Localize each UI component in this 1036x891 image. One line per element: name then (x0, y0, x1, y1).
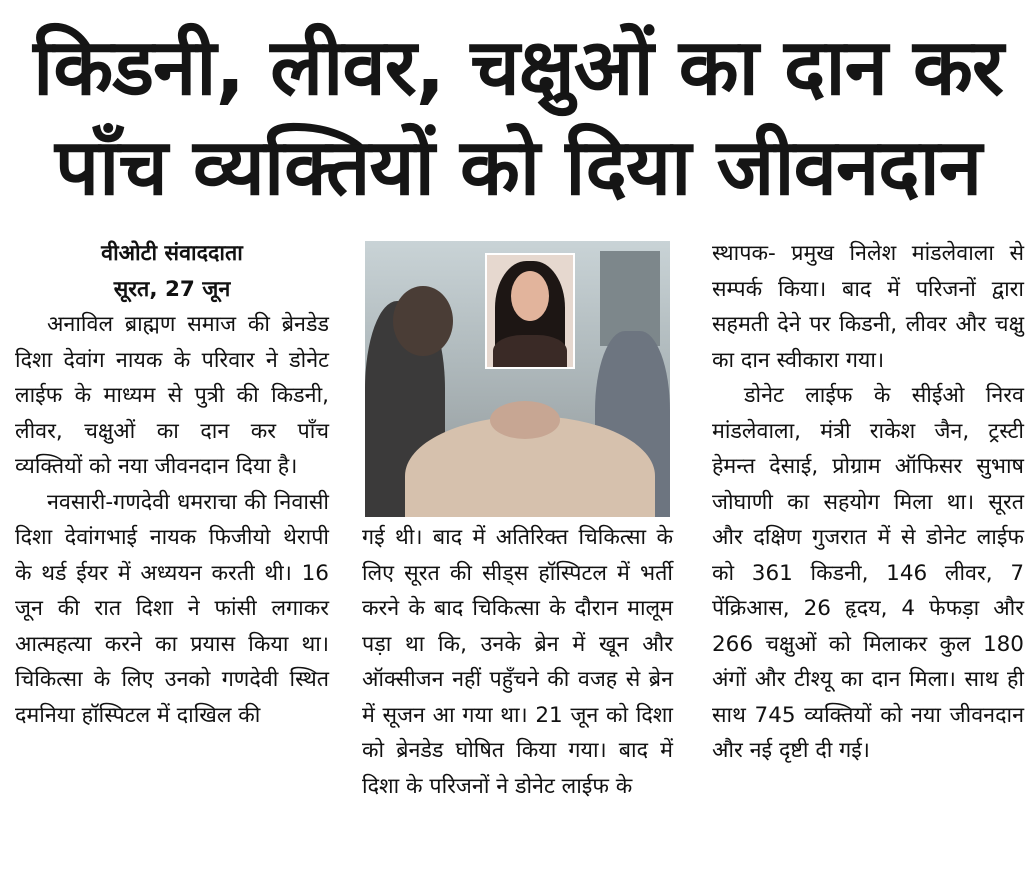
reporter-byline: वीओटी संवाददाता (101, 241, 243, 266)
article-column-2 (362, 520, 673, 804)
hospital-photo (365, 241, 670, 517)
headline-line-2: पाँच व्यक्तियों को दिया जीवनदान (54, 123, 982, 213)
patient-figure (490, 401, 560, 439)
paragraph: अनाविल ब्राह्मण समाज की ब्रेनडेड दिशा देवांग नायक के परिवार ने डोनेट लाईफ के माध्यम से पुत्री की किडनी, लीवर, चक्षुओं का दान कर पाँच व्यक्तियों को नया जीवनदान दिया है। (15, 312, 329, 479)
article-column-3 (712, 236, 1024, 769)
portrait-inset-photo (485, 253, 575, 369)
article-column-1 (15, 236, 329, 733)
relative-head (393, 286, 453, 356)
headline-line-1: किडनी, लीवर, चक्षुओं का दान कर (33, 23, 1003, 113)
paragraph: नवसारी-गणदेवी धमराचा की निवासी दिशा देवांगभाई नायक फिजीयो थेरापी के थर्ड ईयर में अध्ययन करती थी। 16 जून की रात दिशा ने फांसी लगाकर आत्महत्या करने का प्रयास किया था। चिकित्सा के लिए उनको गणदेवी स्थित दमनिया हॉस्पिटल में दाखिल की (15, 489, 329, 728)
paragraph: गई थी। बाद में अतिरिक्त चिकित्सा के लिए सूरत की सीड्स हॉस्पिटल में भर्ती करने के बाद चिकित्सा के दौरान मालूम पड़ा था कि, उनके ब्रेन में खून और ऑक्सीजन नहीं पहुँचने की वजह से ब्रेन में सूजन आ गया था। 21 जून को दिशा को ब्रेनडेड घोषित किया गया। बाद में दिशा के परिजनों ने डोनेट लाईफ के (362, 525, 673, 799)
dateline: सूरत, 27 जून (113, 276, 231, 302)
paragraph: स्थापक- प्रमुख निलेश मांडलेवाला से सम्पर्क किया। बाद में परिजनों द्वारा सहमती देने पर किडनी, लीवर और चक्षु का दान स्वीकारा गया। (712, 241, 1024, 373)
paragraph: डोनेट लाईफ के सीईओ निरव मांडलेवाला, मंत्री राकेश जैन, ट्रस्टी हेमन्त देसाई, प्रोग्राम ऑफिसर सुभाष जोघाणी का सहयोग मिला था। सूरत और दक्षिण गुजरात में से डोनेट लाईफ को 361 किडनी, 146 लीवर, 7 पेंक्रिआस, 26 हृदय, 4 फेफड़ा और 266 चक्षुओं को मिलाकर कुल 180 अंगों और टीश्यू का दान मिला। साथ ही साथ 745 व्यक्तियों को नया जीवनदान और नई दृष्टी दी गई। (712, 383, 1024, 763)
